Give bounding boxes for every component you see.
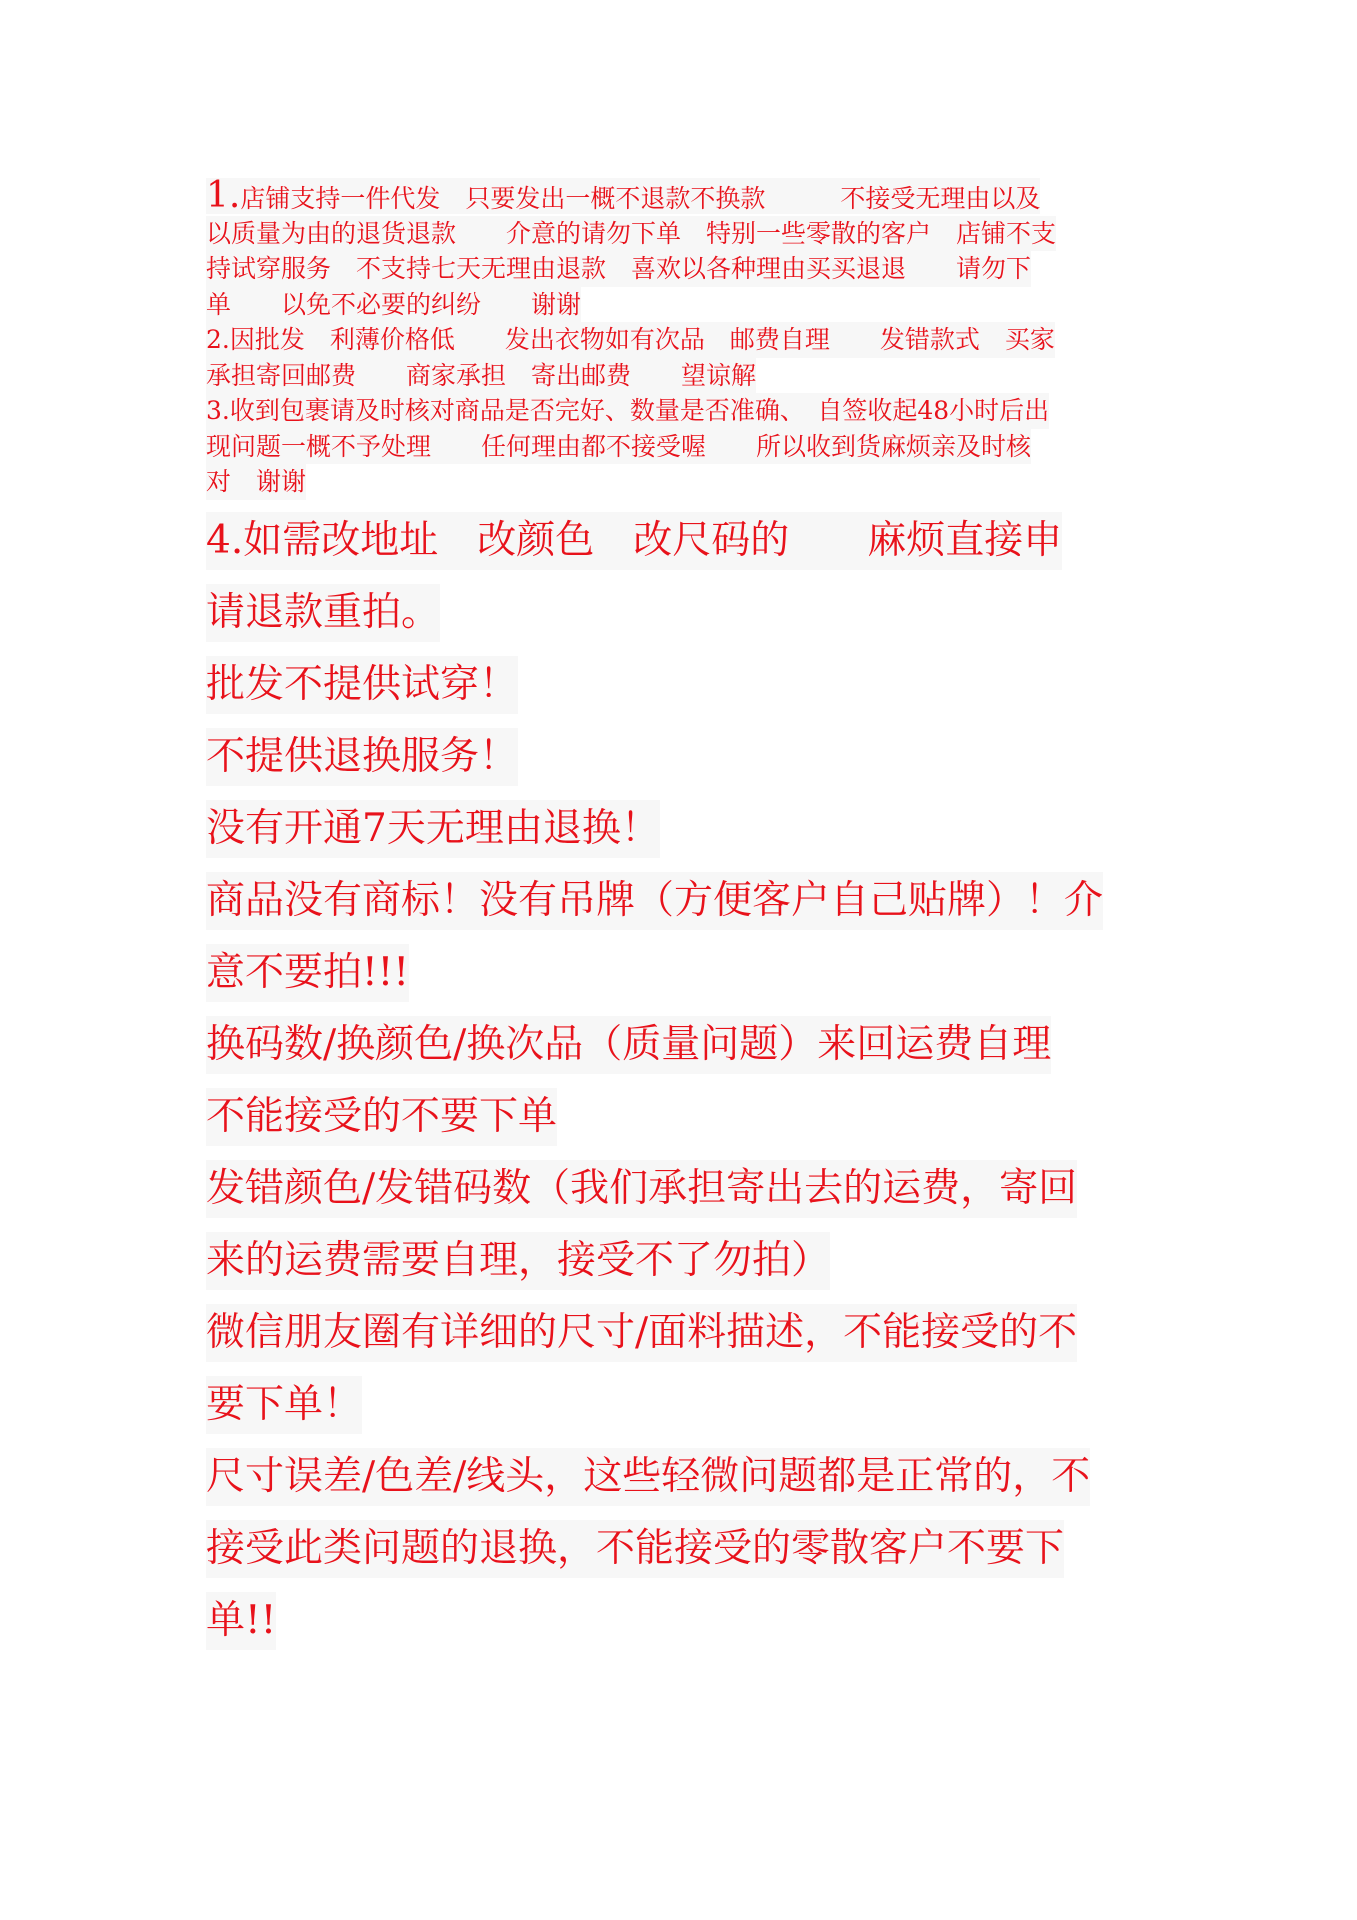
item1-line-4: 单 以免不必要的纠纷 谢谢 bbox=[206, 287, 581, 323]
large-line-4: 不提供退换服务！ bbox=[206, 728, 518, 786]
large-line-7: 意不要拍!!! bbox=[206, 944, 409, 1002]
large-line-3: 批发不提供试穿！ bbox=[206, 656, 518, 714]
item3-line-1: 3.收到包裹请及时核对商品是否完好、数量是否准确、 自签收起48小时后出 bbox=[206, 393, 1049, 429]
large-line-15: 接受此类问题的退换，不能接受的零散客户不要下 bbox=[206, 1520, 1064, 1578]
notice-document bbox=[206, 175, 1164, 1650]
item1-line-3: 持试穿服务 不支持七天无理由退款 喜欢以各种理由买买退退 请勿下 bbox=[206, 251, 1031, 287]
item2-line-1: 2.因批发 利薄价格低 发出衣物如有次品 邮费自理 发错款式 买家 bbox=[206, 322, 1055, 358]
item1-line-1-text: 店铺支持一件代发 只要发出一概不退款不换款 不接受无理由以及 bbox=[240, 184, 1041, 213]
large-line-8: 换码数/换颜色/换次品（质量问题）来回运费自理 bbox=[206, 1016, 1051, 1074]
large-line-16: 单!! bbox=[206, 1592, 276, 1650]
large-line-5: 没有开通7天无理由退换！ bbox=[206, 800, 660, 858]
large-line-6: 商品没有商标！没有吊牌（方便客户自己贴牌）！介 bbox=[206, 872, 1103, 930]
item1-line-2: 以质量为由的退货退款 介意的请勿下单 特别一些零散的客户 店铺不支 bbox=[206, 216, 1056, 252]
large-line-13: 要下单！ bbox=[206, 1376, 362, 1434]
large-line-9: 不能接受的不要下单 bbox=[206, 1088, 557, 1146]
item3-line-3: 对 谢谢 bbox=[206, 464, 306, 500]
large-line-1: 4.如需改地址 改颜色 改尺码的 麻烦直接申 bbox=[206, 512, 1062, 570]
item2-line-2: 承担寄回邮费 商家承担 寄出邮费 望谅解 bbox=[206, 358, 756, 394]
large-line-14: 尺寸误差/色差/线头，这些轻微问题都是正常的，不 bbox=[206, 1448, 1090, 1506]
large-line-10: 发错颜色/发错码数（我们承担寄出去的运费，寄回 bbox=[206, 1160, 1077, 1218]
item1-line-1 bbox=[206, 175, 1041, 216]
large-line-12: 微信朋友圈有详细的尺寸/面料描述，不能接受的不 bbox=[206, 1304, 1077, 1362]
large-line-2: 请退款重拍。 bbox=[206, 584, 440, 642]
item1-number: 1. bbox=[206, 175, 241, 216]
large-line-11: 来的运费需要自理，接受不了勿拍） bbox=[206, 1232, 830, 1290]
item3-line-2: 现问题一概不予处理 任何理由都不接受喔 所以收到货麻烦亲及时核 bbox=[206, 429, 1031, 465]
